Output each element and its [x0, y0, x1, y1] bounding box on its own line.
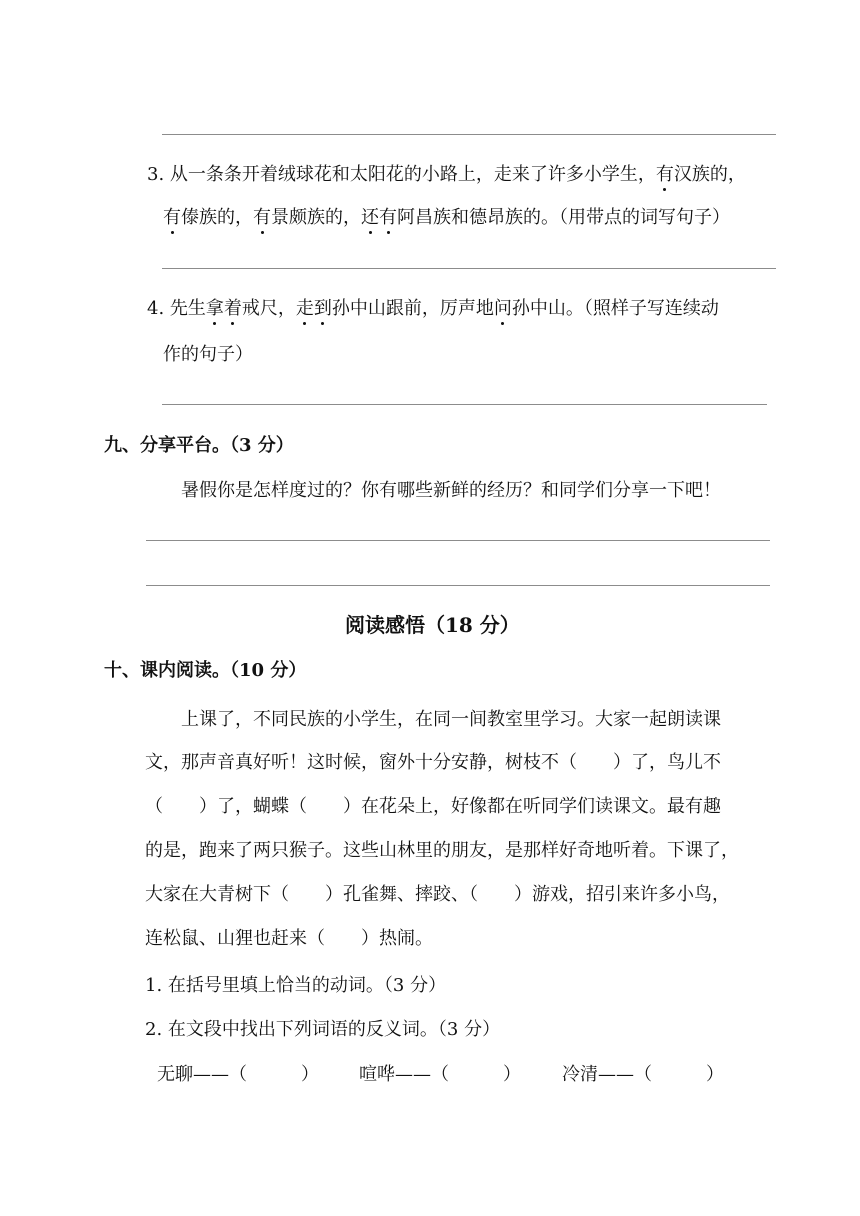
reading-section-title: 阅读感悟（18 分） — [345, 613, 520, 637]
passage-line: 文，那声音真好听！这时候，窗外十分安静，树枝不（ ）了，鸟儿不 — [145, 752, 721, 773]
answer-line[interactable] — [162, 404, 767, 405]
question-4-line-1: 4. 先生拿着戒尺，走到孙中山跟前，厉声地问孙中山。（照样子写连续动 — [147, 294, 719, 320]
antonym-item[interactable]: 冷清——（ ） — [562, 1064, 724, 1085]
answer-line[interactable] — [162, 134, 776, 135]
question-4-line-2: 作的句子） — [163, 344, 253, 365]
answer-line[interactable] — [162, 268, 776, 269]
antonym-item[interactable]: 喧哗——（ ） — [359, 1064, 521, 1085]
antonym-item[interactable]: 无聊——（ ） — [157, 1064, 319, 1085]
passage-line: 连松鼠、山狸也赶来（ ）热闹。 — [145, 928, 433, 949]
question-3-line-1: 3. 从一条条开着绒球花和太阳花的小路上，走来了许多小学生，有汉族的， — [147, 160, 746, 186]
passage-line: 的是，跑来了两只猴子。这些山林里的朋友，是那样好奇地听着。下课了， — [145, 840, 739, 861]
section-10-heading: 十、课内阅读。（10 分） — [104, 660, 307, 681]
passage-line: 大家在大青树下（ ）孔雀舞、摔跤、（ ）游戏，招引来许多小鸟， — [145, 884, 730, 905]
sub-question-1: 1. 在括号里填上恰当的动词。（3 分） — [145, 975, 447, 996]
question-3-line-2: 有傣族的，有景颇族的，还有阿昌族和德昂族的。（用带点的词写句子） — [163, 203, 730, 229]
answer-line[interactable] — [146, 585, 770, 586]
sub-question-2: 2. 在文段中找出下列词语的反义词。（3 分） — [145, 1019, 501, 1040]
section-9-prompt: 暑假你是怎样度过的？你有哪些新鲜的经历？和同学们分享一下吧！ — [181, 480, 721, 501]
section-9-heading: 九、分享平台。（3 分） — [104, 435, 294, 456]
answer-line[interactable] — [146, 540, 770, 541]
passage-line: 上课了，不同民族的小学生，在同一间教室里学习。大家一起朗读课 — [181, 709, 721, 730]
passage-line: （ ）了，蝴蝶（ ）在花朵上，好像都在听同学们读课文。最有趣 — [145, 796, 721, 817]
